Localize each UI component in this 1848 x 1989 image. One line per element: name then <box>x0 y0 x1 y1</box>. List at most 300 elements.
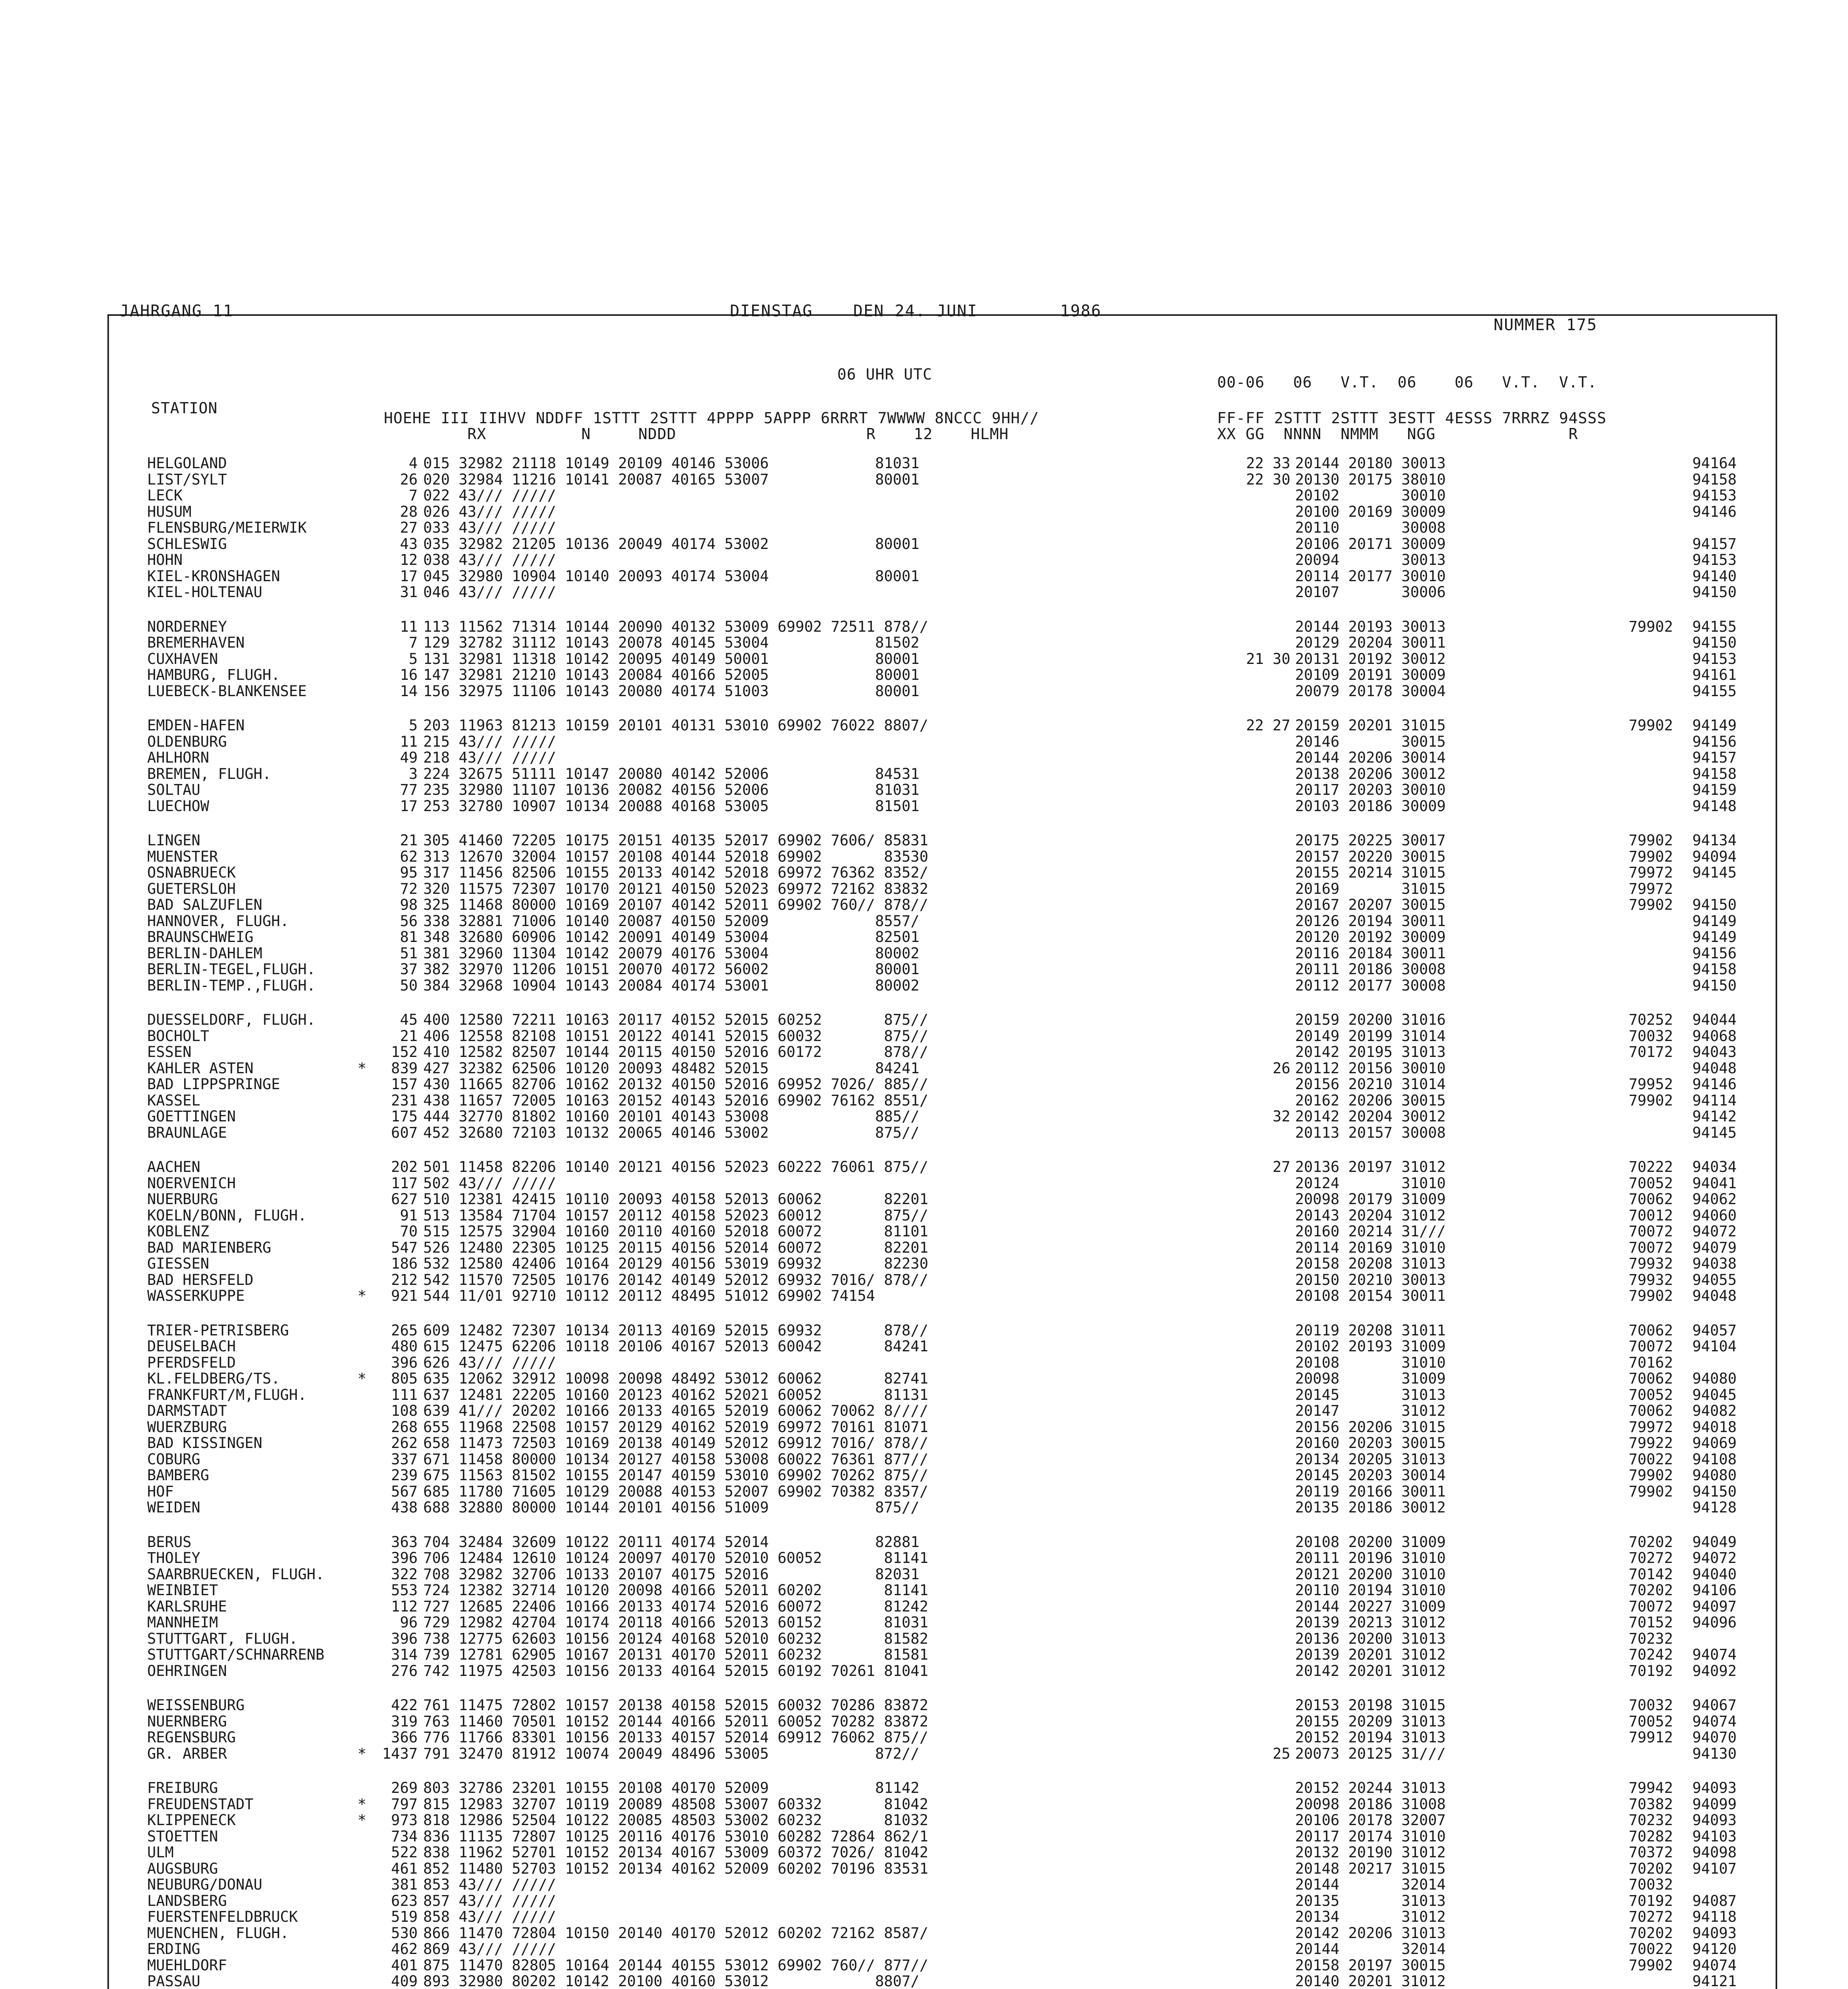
station-name: NUERNBERG <box>147 1713 227 1730</box>
table-row <box>147 1191 1790 1208</box>
sunshine-group: 94099 <box>1692 1795 1737 1813</box>
mountain-marker <box>354 897 370 913</box>
sunshine-group: 94034 <box>1692 1158 1737 1175</box>
temperature-groups: 20102 20193 31009 <box>1295 1338 1446 1355</box>
mountain-marker <box>354 1829 370 1845</box>
station-name: ESSEN <box>147 1043 192 1061</box>
elevation: 95 <box>400 864 418 881</box>
precip-group: 70282 <box>1628 1827 1673 1845</box>
elevation: 381 <box>391 1876 418 1893</box>
elevation: 12 <box>400 551 418 568</box>
observation-groups: 639 41/// 20202 10166 20133 40165 52019 60062 70062 8//// <box>423 1402 928 1419</box>
temperature-groups: 20134 31012 <box>1295 1908 1446 1925</box>
precip-group <box>1502 635 1673 651</box>
station-name: GUETERSLOH <box>147 880 236 897</box>
temperature-groups: 20119 20166 30011 <box>1295 1483 1446 1500</box>
precip-group <box>1502 1746 1673 1762</box>
observation-groups: 739 12781 62905 10167 20131 40170 52011 60232 81581 <box>423 1646 928 1663</box>
station-name: KOELN/BONN, FLUGH. <box>147 1207 307 1224</box>
wind-gust <box>1235 946 1295 962</box>
precip-group: 70062 <box>1628 1321 1673 1339</box>
sunshine-group <box>1673 881 1737 897</box>
table-row <box>147 1452 1790 1468</box>
table-row <box>147 1893 1790 1909</box>
sunshine-group: 94072 <box>1692 1223 1737 1240</box>
observation-groups: 129 32782 31112 10143 20078 40145 53004 81502 <box>423 634 920 651</box>
elevation: 49 <box>400 749 418 766</box>
elevation: 438 <box>391 1499 418 1516</box>
observation-groups: 400 12580 72211 10163 20117 40152 52015 60252 875// <box>423 1011 928 1028</box>
elevation: 363 <box>391 1533 418 1551</box>
station-name: SAARBRUECKEN, FLUGH. <box>147 1565 325 1583</box>
wind-gust <box>1235 1550 1295 1567</box>
precip-group: 79902 <box>1628 1092 1673 1109</box>
table-row <box>147 1175 1790 1192</box>
precip-group: 70062 <box>1628 1402 1673 1419</box>
sunshine-group: 94094 <box>1692 848 1737 865</box>
wind-gust <box>1235 1829 1295 1845</box>
wind-gust <box>1235 1796 1295 1813</box>
precip-group: 70142 <box>1628 1565 1673 1583</box>
station-name: KAHLER ASTEN <box>147 1059 254 1077</box>
station-name: DEUSELBACH <box>147 1338 236 1355</box>
table-row <box>147 1028 1790 1045</box>
sunshine-group: 94048 <box>1692 1059 1737 1077</box>
station-name: HOF <box>147 1483 174 1500</box>
table-row <box>147 1941 1790 1958</box>
temperature-groups: 20145 31013 <box>1295 1386 1446 1403</box>
station-name: PFERDSFELD <box>147 1354 236 1371</box>
sunshine-group: 94104 <box>1692 1338 1737 1355</box>
elevation: 461 <box>391 1860 418 1877</box>
mountain-marker <box>354 1941 370 1958</box>
station-name: CUXHAVEN <box>147 650 218 668</box>
observation-groups: 381 32960 11304 10142 20079 40176 53004 80002 <box>423 944 920 962</box>
precip-group: 70232 <box>1628 1812 1673 1829</box>
mountain-marker <box>354 1093 370 1109</box>
sunshine-group: 94146 <box>1692 503 1737 520</box>
wind-gust <box>1235 1012 1295 1028</box>
mountain-marker: * <box>357 1745 367 1762</box>
station-name: BAD HERSFELD <box>147 1271 254 1288</box>
elevation: 186 <box>391 1255 418 1272</box>
elevation: 519 <box>391 1908 418 1925</box>
table-row <box>147 1861 1790 1877</box>
wind-gust <box>1235 1191 1295 1208</box>
wind-gust <box>1235 1973 1295 1989</box>
mountain-marker <box>354 1224 370 1240</box>
station-name: HAMBURG, FLUGH. <box>147 666 280 683</box>
temperature-groups: 20106 20171 30009 <box>1295 535 1446 553</box>
mountain-marker <box>354 536 370 553</box>
temperature-groups: 20145 20203 30014 <box>1295 1467 1446 1484</box>
precip-group <box>1502 798 1673 815</box>
sunshine-group: 94068 <box>1692 1027 1737 1045</box>
temperature-groups: 20110 30008 <box>1295 519 1446 536</box>
observation-groups: 738 12775 62603 10156 20124 40168 52010 60232 81582 <box>423 1630 928 1647</box>
wind-gust <box>1235 568 1295 585</box>
temperature-groups: 20156 20210 31014 <box>1295 1076 1446 1093</box>
sunshine-group: 94055 <box>1692 1271 1737 1288</box>
table-row <box>147 734 1790 750</box>
station-name: SCHLESWIG <box>147 535 227 553</box>
station-table <box>147 455 1790 1989</box>
mountain-marker <box>354 472 370 488</box>
mountain-marker <box>354 1272 370 1288</box>
sunshine-group: 94079 <box>1692 1239 1737 1256</box>
observation-groups: 156 32975 11106 10143 20080 40174 51003 80001 <box>423 682 920 700</box>
precip-group: 70032 <box>1628 1876 1673 1893</box>
mountain-marker <box>354 766 370 782</box>
station-name: BOCHOLT <box>147 1027 209 1045</box>
mountain-marker <box>354 1240 370 1256</box>
precip-group: 79912 <box>1628 1729 1673 1746</box>
observation-groups: 655 11968 22508 10157 20129 40162 52019 69972 70161 81071 <box>423 1418 928 1436</box>
station-name: BRAUNSCHWEIG <box>147 928 254 946</box>
wind-gust <box>1235 881 1295 897</box>
observation-groups: 685 11780 71605 10129 20088 40153 52007 69902 70382 8357/ <box>423 1483 928 1500</box>
precip-group <box>1502 734 1673 750</box>
elevation: 202 <box>391 1158 418 1175</box>
temperature-groups: 20126 20194 30011 <box>1295 912 1446 930</box>
table-row <box>147 978 1790 994</box>
precip-group: 79902 <box>1628 1467 1673 1484</box>
wind-gust <box>1235 897 1295 913</box>
mountain-marker <box>354 552 370 568</box>
temperature-groups: 20157 20220 30015 <box>1295 848 1446 865</box>
mountain-marker <box>354 1419 370 1436</box>
wind-gust <box>1235 1941 1295 1958</box>
precip-group: 70192 <box>1628 1892 1673 1909</box>
elevation: 607 <box>391 1124 418 1141</box>
observation-groups: 532 12580 42406 10164 20129 40156 53019 69932 82230 <box>423 1255 928 1272</box>
station-header: STATION <box>151 399 218 417</box>
table-row <box>147 1355 1790 1371</box>
temperature-groups: 20110 20194 31010 <box>1295 1582 1446 1599</box>
temperature-groups: 20098 20179 31009 <box>1295 1191 1446 1208</box>
temperature-groups: 20142 20206 31013 <box>1295 1924 1446 1942</box>
wind-gust <box>1235 1435 1295 1452</box>
temperature-groups: 20155 20209 31013 <box>1295 1713 1446 1730</box>
mountain-marker: * <box>357 1370 367 1387</box>
wind-gust <box>1235 1909 1295 1925</box>
observation-groups: 515 12575 32904 10160 20110 40160 52018 60072 81101 <box>423 1223 928 1240</box>
sunshine-group <box>1673 1877 1737 1893</box>
wind-gust <box>1235 1028 1295 1045</box>
temperature-groups: 20155 20214 31015 <box>1295 864 1446 881</box>
sunshine-group: 94150 <box>1692 1483 1737 1500</box>
temperature-groups: 20134 20205 31013 <box>1295 1450 1446 1468</box>
elevation: 21 <box>400 832 418 849</box>
table-row <box>147 1484 1790 1500</box>
station-name: BREMERHAVEN <box>147 634 245 651</box>
station-name: FRANKFURT/M,FLUGH. <box>147 1386 307 1403</box>
mountain-marker <box>354 1615 370 1631</box>
station-name: LUECHOW <box>147 797 209 815</box>
elevation: 50 <box>400 977 418 994</box>
observation-groups: 724 12382 32714 10120 20098 40166 52011 60202 81141 <box>423 1582 928 1599</box>
weekday-label: DIENSTAG <box>730 302 813 320</box>
wind-gust <box>1235 865 1295 881</box>
temperature-groups: 20147 31012 <box>1295 1402 1446 1419</box>
sunshine-group: 94150 <box>1692 634 1737 651</box>
wind-gust <box>1235 667 1295 683</box>
mountain-marker <box>354 1714 370 1730</box>
station-name: STUTTGART, FLUGH. <box>147 1630 298 1647</box>
mountain-marker <box>354 1191 370 1208</box>
mountain-marker <box>354 667 370 683</box>
elevation: 175 <box>391 1108 418 1125</box>
temperature-groups: 20153 20198 31015 <box>1295 1697 1446 1714</box>
temperature-groups: 20152 20194 31013 <box>1295 1729 1446 1746</box>
mountain-marker <box>354 1631 370 1647</box>
elevation: 522 <box>391 1844 418 1861</box>
elevation: 7 <box>409 487 418 504</box>
observation-groups: 235 32980 11107 10136 20082 40156 52006 81031 <box>423 781 920 798</box>
wind-gust: 26 <box>1272 1059 1290 1077</box>
temperature-groups: 20148 20217 31015 <box>1295 1860 1446 1877</box>
sunshine-group: 94150 <box>1692 896 1737 913</box>
wind-gust <box>1235 1567 1295 1583</box>
elevation: 422 <box>391 1697 418 1714</box>
date-label: DEN 24. JUNI <box>853 302 978 320</box>
precip-group <box>1502 472 1673 488</box>
sunshine-group: 94161 <box>1692 666 1737 683</box>
sunshine-group: 94018 <box>1692 1418 1737 1436</box>
temperature-groups: 20162 20206 30015 <box>1295 1092 1446 1109</box>
temperature-groups: 20100 20169 30009 <box>1295 503 1446 520</box>
station-name: GIESSEN <box>147 1255 209 1272</box>
elevation: 567 <box>391 1483 418 1500</box>
sunshine-group <box>1673 520 1737 536</box>
mountain-marker <box>354 1109 370 1125</box>
mountain-marker <box>354 1500 370 1516</box>
observation-groups: 658 11473 72503 10169 20138 40149 52012 69912 7016/ 878// <box>423 1434 928 1452</box>
station-name: PASSAU <box>147 1973 200 1989</box>
elevation: 56 <box>400 912 418 930</box>
mountain-marker <box>354 1780 370 1796</box>
mountain-marker: * <box>357 1059 367 1077</box>
temperature-groups: 20158 20197 30015 <box>1295 1956 1446 1974</box>
station-name: KOBLENZ <box>147 1223 209 1240</box>
observation-groups: 893 32980 80202 10142 20100 40160 53012 8807/ <box>423 1973 920 1989</box>
elevation: 62 <box>400 848 418 865</box>
station-group <box>147 718 1790 814</box>
table-row <box>147 1958 1790 1974</box>
elevation: 51 <box>400 944 418 962</box>
wind-gust <box>1235 750 1295 766</box>
table-row <box>147 1500 1790 1516</box>
station-group <box>147 455 1790 601</box>
observation-groups: 836 11135 72807 10125 20116 40176 53010 60282 72864 862/1 <box>423 1827 928 1845</box>
sunshine-group: 94146 <box>1692 1076 1737 1093</box>
elevation: 553 <box>391 1582 418 1599</box>
elevation: 72 <box>400 880 418 897</box>
wind-gust <box>1235 1355 1295 1371</box>
sunshine-group: 94164 <box>1692 455 1737 472</box>
observation-groups: 671 11458 80000 10134 20127 40158 53008 60022 76361 877// <box>423 1450 928 1468</box>
sunshine-group: 94140 <box>1692 567 1737 585</box>
sunshine-group: 94041 <box>1692 1174 1737 1192</box>
table-row <box>147 1224 1790 1240</box>
station-name: MUEHLDORF <box>147 1956 227 1974</box>
station-name: BERUS <box>147 1533 192 1551</box>
sunshine-group: 94048 <box>1692 1287 1737 1304</box>
precip-group: 70052 <box>1628 1713 1673 1730</box>
temperature-groups: 20169 31015 <box>1295 880 1446 897</box>
wind-gust <box>1235 1647 1295 1663</box>
observation-groups: 224 32675 51111 10147 20080 40142 52006 84531 <box>423 765 920 782</box>
sunshine-group: 94092 <box>1692 1662 1737 1680</box>
mountain-marker <box>354 1403 370 1419</box>
table-row <box>147 1550 1790 1567</box>
wind-gust <box>1235 961 1295 978</box>
mountain-marker <box>354 849 370 865</box>
station-name: LIST/SYLT <box>147 471 227 488</box>
table-row <box>147 1256 1790 1272</box>
sunshine-group: 94074 <box>1692 1646 1737 1663</box>
wind-gust <box>1235 520 1295 536</box>
elevation: 17 <box>400 797 418 815</box>
observation-groups: 776 11766 83301 10156 20133 40157 52014 69912 76062 875// <box>423 1729 928 1746</box>
elevation: 265 <box>391 1321 418 1339</box>
sunshine-group: 94149 <box>1692 928 1737 946</box>
station-name: AUGSBURG <box>147 1860 218 1877</box>
precip-group: 70072 <box>1628 1239 1673 1256</box>
observation-groups: 215 43/// ///// <box>423 733 556 750</box>
station-name: LANDSBERG <box>147 1892 227 1909</box>
mountain-marker <box>354 651 370 668</box>
precip-group: 70192 <box>1628 1662 1673 1680</box>
temperature-groups: 20136 20200 31013 <box>1295 1630 1446 1647</box>
observation-groups: 131 32981 11318 10142 20095 40149 50001 80001 <box>423 650 920 668</box>
table-row <box>147 1109 1790 1125</box>
temperature-groups: 20139 20201 31012 <box>1295 1646 1446 1663</box>
observation-groups: 015 32982 21118 10149 20109 40146 53006 81031 <box>423 455 920 472</box>
wind-gust <box>1235 1387 1295 1403</box>
observation-groups: 727 12685 22406 10166 20133 40174 52016 60072 81242 <box>423 1598 928 1615</box>
temperature-groups: 20136 20197 31012 <box>1295 1158 1446 1175</box>
temperature-groups: 20152 20244 31013 <box>1295 1779 1446 1796</box>
table-row <box>147 504 1790 520</box>
observation-groups: 853 43/// ///// <box>423 1876 556 1893</box>
wind-gust: 22 30 <box>1246 471 1290 488</box>
precip-group <box>1502 651 1673 668</box>
station-name: HELGOLAND <box>147 455 227 472</box>
temperature-groups: 20158 20208 31013 <box>1295 1255 1446 1272</box>
station-name: NUERBURG <box>147 1191 218 1208</box>
precip-group <box>1502 782 1673 798</box>
precip-group: 70072 <box>1628 1598 1673 1615</box>
temperature-groups: 20160 20214 31/// <box>1295 1223 1446 1240</box>
mountain-marker <box>354 568 370 585</box>
table-row <box>147 1323 1790 1339</box>
right-header-line1: FF-FF 2STTT 2STTT 3ESTT 4ESSS 7RRRZ 94SSS <box>1217 409 1607 427</box>
sunshine-group: 94155 <box>1692 618 1737 635</box>
temperature-groups: 20114 20177 30010 <box>1295 567 1446 585</box>
wind-gust <box>1235 619 1295 635</box>
table-row <box>147 1419 1790 1436</box>
mountain-marker <box>354 1697 370 1714</box>
precip-group: 79942 <box>1628 1779 1673 1796</box>
mountain-marker <box>354 1599 370 1615</box>
elevation: 11 <box>400 733 418 750</box>
precip-group <box>1502 520 1673 536</box>
observation-groups: 038 43/// ///// <box>423 551 556 568</box>
table-row <box>147 718 1790 734</box>
elevation: 5 <box>409 650 418 668</box>
station-name: MANNHEIM <box>147 1614 218 1631</box>
wind-gust <box>1235 833 1295 849</box>
table-row <box>147 536 1790 553</box>
sunshine-group: 94142 <box>1692 1108 1737 1125</box>
observation-groups: 857 43/// ///// <box>423 1892 556 1909</box>
elevation: 366 <box>391 1729 418 1746</box>
wind-gust <box>1235 1240 1295 1256</box>
precip-group: 70052 <box>1628 1174 1673 1192</box>
wind-gust <box>1235 683 1295 700</box>
wind-gust <box>1235 635 1295 651</box>
observation-groups: 803 32786 23201 10155 20108 40170 52009 81142 <box>423 1779 920 1796</box>
table-row <box>147 766 1790 782</box>
temperature-groups: 20111 20186 30008 <box>1295 961 1446 978</box>
elevation: 401 <box>391 1956 418 1974</box>
sunshine-group: 94043 <box>1692 1043 1737 1061</box>
station-name: COBURG <box>147 1450 200 1468</box>
wind-gust <box>1235 488 1295 504</box>
observation-groups: 203 11963 81213 10159 20101 40131 53010 69902 76022 8807/ <box>423 717 928 734</box>
observation-groups: 026 43/// ///// <box>423 503 556 520</box>
elevation: 31 <box>400 584 418 601</box>
station-name: BAD LIPPSPRINGE <box>147 1076 280 1093</box>
elevation: 396 <box>391 1549 418 1567</box>
wind-gust <box>1235 1697 1295 1714</box>
wind-gust <box>1235 766 1295 782</box>
temperature-groups: 20144 20206 30014 <box>1295 749 1446 766</box>
sunshine-group: 94106 <box>1692 1582 1737 1599</box>
wind-gust <box>1235 1272 1295 1288</box>
observation-groups: 729 12982 42704 10174 20118 40166 52013 60152 81031 <box>423 1614 928 1631</box>
precip-group <box>1502 1109 1673 1125</box>
elevation: 17 <box>400 567 418 585</box>
observation-groups: 406 12558 82108 10151 20122 40141 52015 60032 875// <box>423 1027 928 1045</box>
elevation: 152 <box>391 1043 418 1061</box>
sunshine-group: 94103 <box>1692 1827 1737 1845</box>
table-row <box>147 946 1790 962</box>
elevation: 1437 <box>382 1745 418 1762</box>
station-name: FREIBURG <box>147 1779 218 1796</box>
table-row <box>147 1387 1790 1403</box>
observation-groups: 635 12062 32912 10098 20098 48492 53012 60062 82741 <box>423 1370 928 1387</box>
observation-groups: 761 11475 72802 10157 20138 40158 52015 60032 70286 83872 <box>423 1697 928 1714</box>
station-name: KARLSRUHE <box>147 1598 227 1615</box>
mountain-marker <box>354 520 370 536</box>
mountain-marker <box>354 1861 370 1877</box>
precip-group: 79972 <box>1628 864 1673 881</box>
mountain-marker <box>354 798 370 815</box>
precip-group: 70012 <box>1628 1207 1673 1224</box>
temperature-groups: 20112 20177 30008 <box>1295 977 1446 994</box>
sunshine-group: 94153 <box>1692 551 1737 568</box>
observation-groups: 858 43/// ///// <box>423 1908 556 1925</box>
mountain-marker <box>354 929 370 946</box>
sunshine-group: 94150 <box>1692 977 1737 994</box>
observation-groups: 815 12983 32707 10119 20089 48508 53007 60332 81042 <box>423 1795 928 1813</box>
observation-groups: 675 11563 81502 10155 20147 40159 53010 69902 70262 875// <box>423 1467 928 1484</box>
station-name: FREUDENSTADT <box>147 1795 254 1813</box>
station-name: GR. ARBER <box>147 1745 227 1762</box>
precip-group: 70052 <box>1628 1386 1673 1403</box>
